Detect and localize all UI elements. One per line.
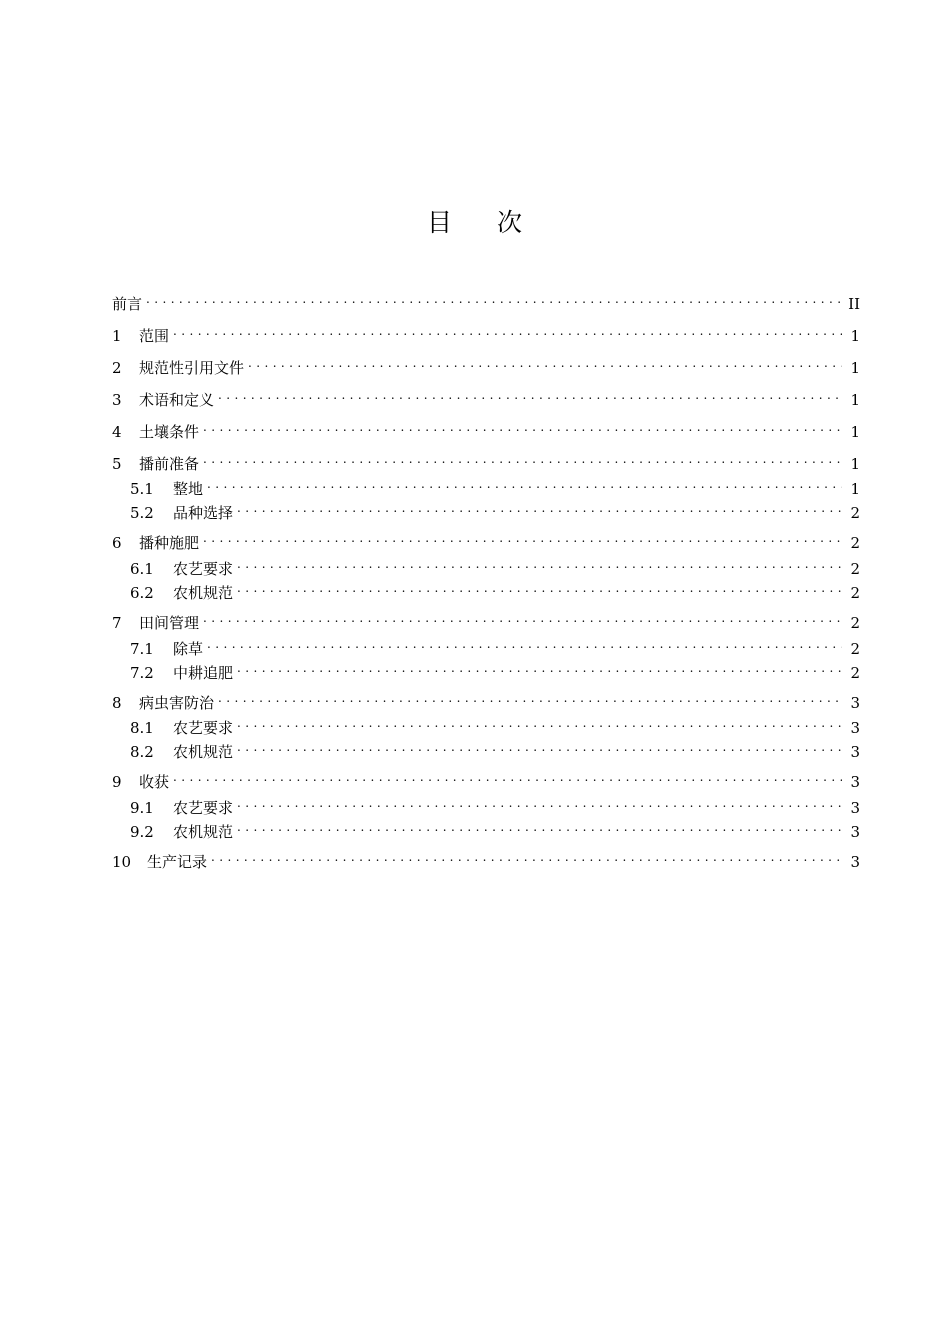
toc-entry-7-1[interactable]	[130, 634, 860, 658]
toc-entry-number: 6.2	[130, 584, 154, 602]
toc-entry-page: 3	[850, 799, 860, 817]
toc-entry-page: 2	[850, 534, 860, 552]
toc-leader-dots	[237, 578, 842, 598]
toc-entry-label: 土壤条件	[139, 423, 200, 441]
toc-entry-label: 农机规范	[173, 584, 234, 602]
toc-leader-dots	[218, 688, 842, 708]
toc-entry-8[interactable]	[112, 688, 860, 712]
toc-entry-page: 3	[850, 773, 860, 791]
toc-entry-page: 1	[850, 480, 860, 498]
toc-entry-number: 4	[112, 423, 122, 441]
toc-entry-label: 播前准备	[139, 455, 200, 473]
toc-entry-label: 前言	[112, 295, 143, 313]
toc-entry-label: 收获	[139, 773, 170, 791]
toc-entry-number: 5.2	[130, 504, 154, 522]
toc-entry-label: 农艺要求	[173, 799, 234, 817]
toc-entry-page: 3	[850, 853, 860, 871]
toc-entry-label: 除草	[173, 640, 204, 658]
toc-leader-dots	[203, 528, 842, 548]
toc-entry-8-1[interactable]	[130, 713, 860, 737]
toc-entry-number: 10	[112, 853, 132, 871]
toc-entry-7[interactable]	[112, 608, 860, 632]
toc-entry-page: 1	[850, 455, 860, 473]
toc-leader-dots	[237, 498, 842, 518]
toc-entry-foreword[interactable]	[112, 289, 860, 313]
toc-entry-number: 6.1	[130, 560, 154, 578]
toc-entry-number: 9.2	[130, 823, 154, 841]
toc-entry-page: 3	[850, 823, 860, 841]
toc-leader-dots	[237, 713, 842, 733]
toc-entry-label: 病虫害防治	[139, 694, 215, 712]
toc-entry-label: 品种选择	[173, 504, 234, 522]
toc-entry-number: 8	[112, 694, 122, 712]
toc-entry-number: 9	[112, 773, 122, 791]
toc-entry-page: 2	[850, 584, 860, 602]
title-char-2: 次	[497, 208, 524, 237]
toc-entry-7-2[interactable]	[130, 658, 860, 682]
toc-entry-page: 2	[850, 504, 860, 522]
toc-entry-9[interactable]	[112, 767, 860, 791]
toc-entry-9-1[interactable]	[130, 793, 860, 817]
toc-entry-page: 2	[850, 664, 860, 682]
toc-leader-dots	[237, 793, 842, 813]
toc-leader-dots	[173, 321, 842, 341]
toc-entry-8-2[interactable]	[130, 737, 860, 761]
toc-leader-dots	[207, 474, 842, 494]
toc-leader-dots	[173, 767, 842, 787]
toc-entry-label: 田间管理	[139, 614, 200, 632]
toc-entry-page: 3	[850, 719, 860, 737]
toc-entry-page: 1	[850, 359, 860, 377]
toc-entry-page: 2	[850, 560, 860, 578]
toc-entry-2[interactable]	[112, 353, 860, 377]
toc-entry-number: 5.1	[130, 480, 154, 498]
toc-leader-dots	[203, 417, 842, 437]
toc-entry-label: 范围	[139, 327, 170, 345]
toc-entry-label: 农艺要求	[173, 560, 234, 578]
toc-leader-dots	[146, 289, 840, 309]
toc-leader-dots	[237, 737, 842, 757]
toc-entry-number: 7.2	[130, 664, 154, 682]
toc-entry-5-2[interactable]	[130, 498, 860, 522]
toc-entry-label: 中耕追肥	[173, 664, 234, 682]
toc-entry-label: 农机规范	[173, 743, 234, 761]
toc-leader-dots	[218, 385, 842, 405]
toc-entry-number: 8.1	[130, 719, 154, 737]
toc-entry-number: 2	[112, 359, 122, 377]
toc-entry-page: 3	[850, 743, 860, 761]
toc-entry-5-1[interactable]	[130, 474, 860, 498]
toc-leader-dots	[237, 658, 842, 678]
toc-leader-dots	[237, 817, 842, 837]
toc-entry-number: 3	[112, 391, 122, 409]
toc-entry-10[interactable]	[112, 847, 860, 871]
toc-entry-page: 1	[850, 423, 860, 441]
toc-entry-3[interactable]	[112, 385, 860, 409]
toc-entry-4[interactable]	[112, 417, 860, 441]
toc-entry-6-1[interactable]	[130, 554, 860, 578]
toc-entry-6[interactable]	[112, 528, 860, 552]
toc-entry-page: 1	[850, 327, 860, 345]
toc-leader-dots	[203, 608, 842, 628]
toc-entry-number: 8.2	[130, 743, 154, 761]
toc-leader-dots	[207, 634, 842, 654]
toc-entry-page: II	[848, 295, 860, 313]
toc-entry-number: 7	[112, 614, 122, 632]
toc-entry-6-2[interactable]	[130, 578, 860, 602]
toc-entry-page: 2	[850, 640, 860, 658]
toc-entry-label: 生产记录	[147, 853, 208, 871]
toc-entry-1[interactable]	[112, 321, 860, 345]
toc-entry-label: 农机规范	[173, 823, 234, 841]
toc-entry-number: 6	[112, 534, 122, 552]
toc-entry-page: 2	[850, 614, 860, 632]
toc-entry-5[interactable]	[112, 449, 860, 473]
toc-leader-dots	[203, 449, 842, 469]
toc-leader-dots	[248, 353, 842, 373]
toc-leader-dots	[237, 554, 842, 574]
title-char-1: 目	[426, 208, 453, 237]
toc-entry-label: 整地	[173, 480, 204, 498]
toc-entry-page: 1	[850, 391, 860, 409]
toc-entry-number: 7.1	[130, 640, 154, 658]
toc-entry-number: 5	[112, 455, 122, 473]
toc-entry-label: 农艺要求	[173, 719, 234, 737]
toc-entry-label: 规范性引用文件	[139, 359, 245, 377]
toc-entry-number: 9.1	[130, 799, 154, 817]
toc-entry-label: 播种施肥	[139, 534, 200, 552]
toc-leader-dots	[211, 847, 842, 867]
toc-entry-9-2[interactable]	[130, 817, 860, 841]
toc-entry-label: 术语和定义	[139, 391, 215, 409]
toc-entry-page: 3	[850, 694, 860, 712]
toc-entry-number: 1	[112, 327, 122, 345]
